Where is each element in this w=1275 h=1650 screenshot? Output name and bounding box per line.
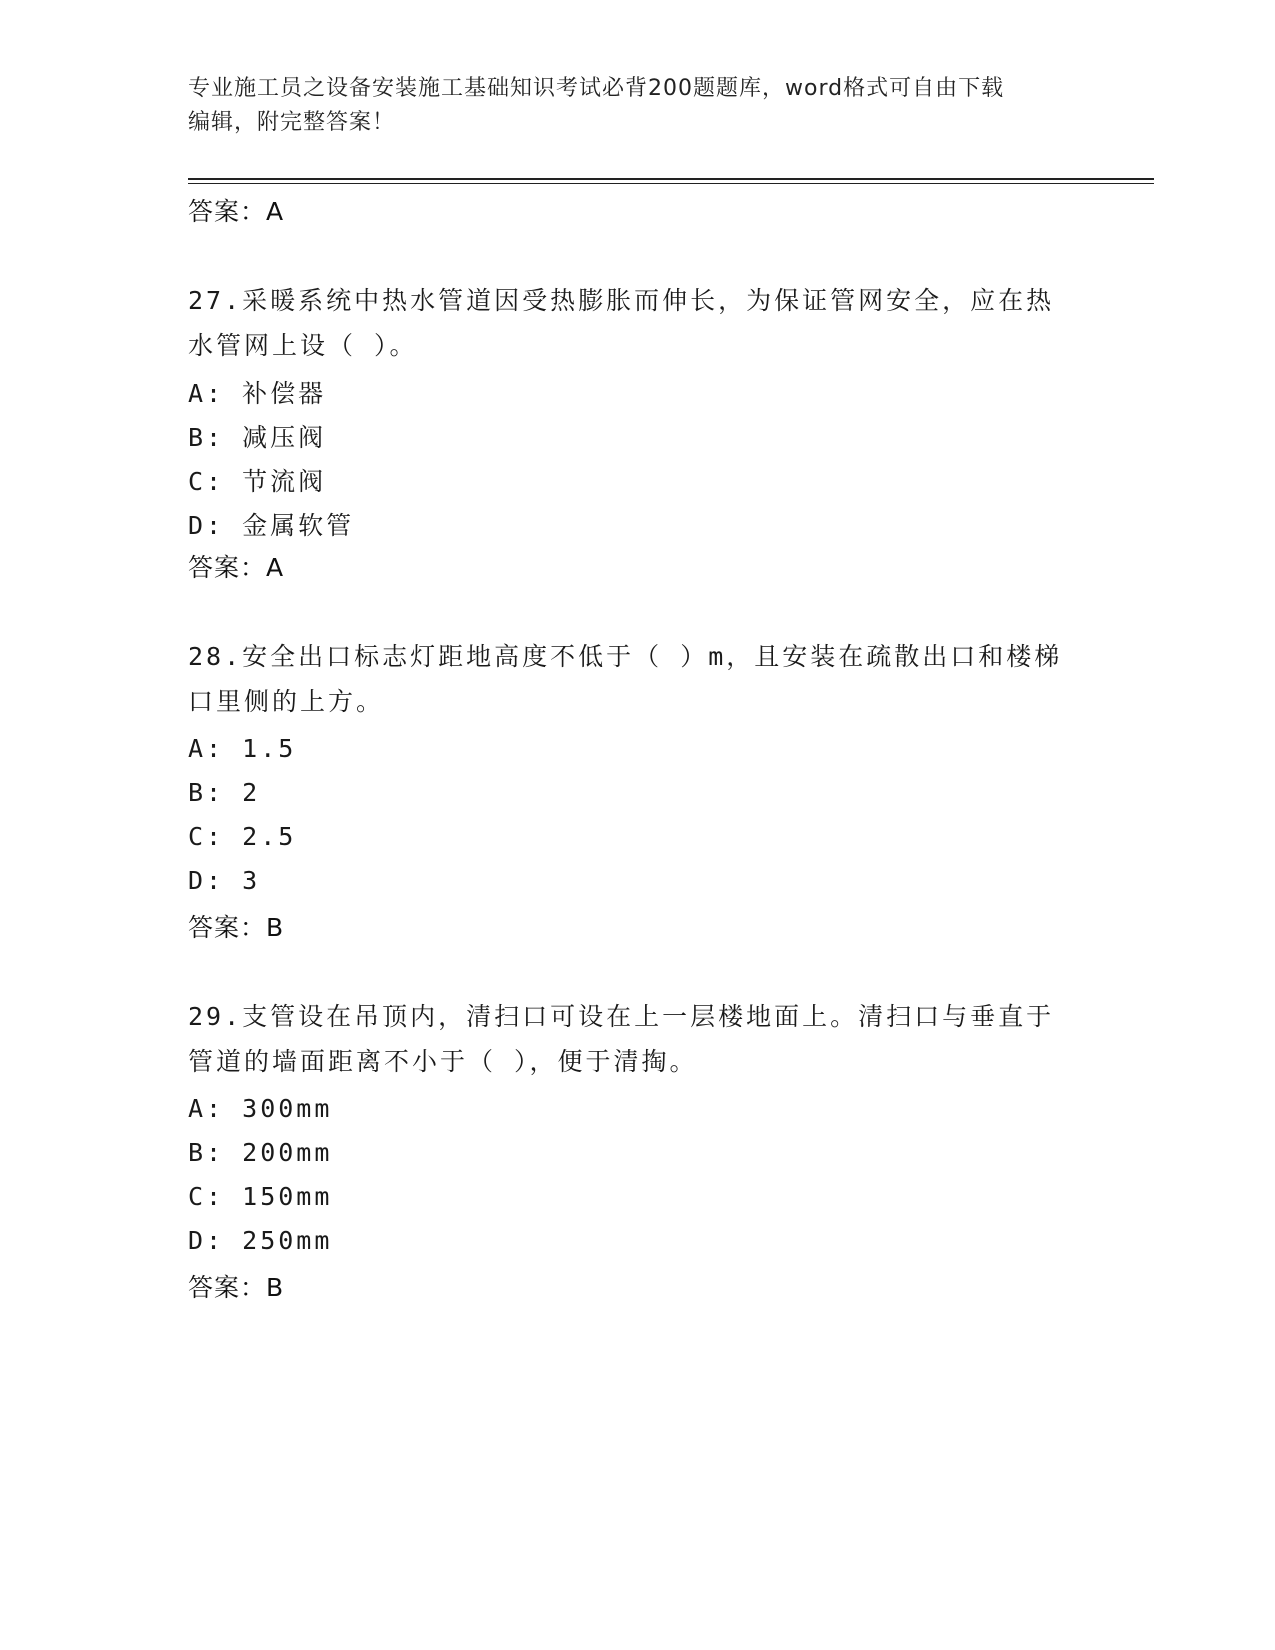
question-29-option-c: C: 150mm [188,1182,333,1211]
header-title-line-1: 专业施工员之设备安装施工基础知识考试必背200题题库，word格式可自由下载 [188,76,1005,101]
question-28-answer: 答案：B [188,913,285,942]
question-27-stem-line-2: 水管网上设（ ）。 [188,331,418,360]
question-27-option-d: D: 金属软管 [188,511,355,540]
question-28-stem [188,634,1088,724]
document-header [188,72,1088,140]
question-28-option-b: B: 2 [188,778,261,807]
question-29-option-b: B: 200mm [188,1138,333,1167]
question-29-answer: 答案：B [188,1273,285,1302]
question-29-stem [188,994,1088,1084]
header-divider [188,178,1154,180]
header-title-line-2: 编辑，附完整答案！ [188,110,396,135]
question-29-stem-line-2: 管道的墙面距离不小于（ ），便于清掏。 [188,1047,698,1076]
question-28-option-a: A: 1.5 [188,734,297,763]
question-27-stem [188,278,1088,368]
question-27-option-c: C: 节流阀 [188,467,327,496]
question-29-option-a: A: 300mm [188,1094,333,1123]
question-29-stem-line-1: 29.支管设在吊顶内，清扫口可设在上一层楼地面上。清扫口与垂直于 [188,1002,1055,1031]
question-27-option-a: A: 补偿器 [188,379,327,408]
header-divider-thin [188,183,1154,184]
question-27-stem-line-1: 27.采暖系统中热水管道因受热膨胀而伸长，为保证管网安全，应在热 [188,286,1055,315]
question-27-option-b: B: 减压阀 [188,423,327,452]
question-28-option-d: D: 3 [188,866,261,895]
question-27-answer: 答案：A [188,553,285,582]
question-28-option-c: C: 2.5 [188,822,297,851]
question-29-option-d: D: 250mm [188,1226,333,1255]
question-28-stem-line-1: 28.安全出口标志灯距地高度不低于（ ）m，且安装在疏散出口和楼梯 [188,642,1063,671]
question-28-stem-line-2: 口里侧的上方。 [188,687,385,716]
previous-answer: 答案：A [188,197,285,226]
